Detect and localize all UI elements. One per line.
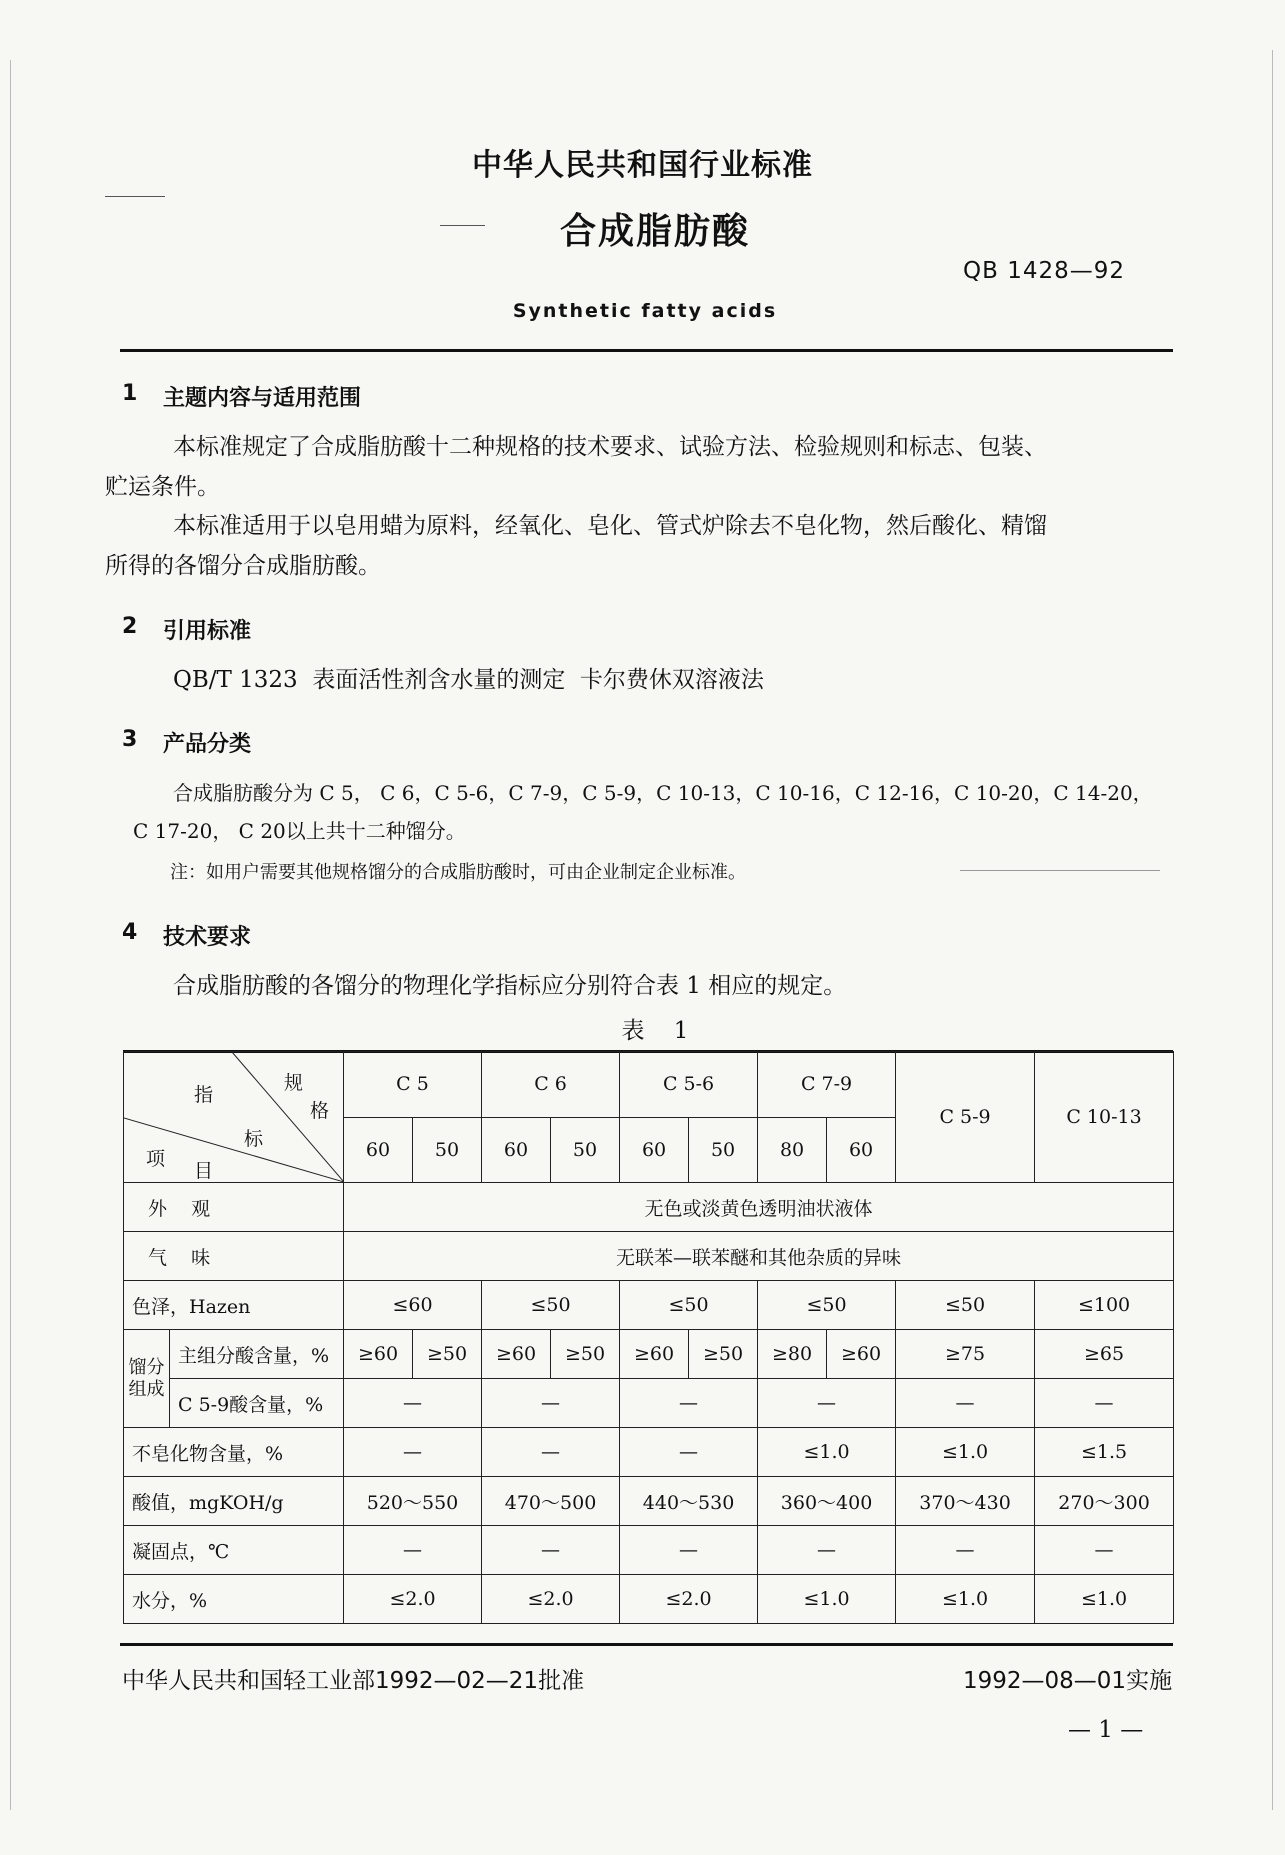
- cell: ≥80: [758, 1330, 827, 1379]
- row-color: [124, 1281, 1174, 1330]
- referenced-standard: QB/T 1323 表面活性剂含水量的测定 卡尔费休双溶液法: [173, 667, 764, 693]
- section-1-para-1-line-2: 贮运条件。: [105, 474, 220, 500]
- scan-edge: [10, 60, 11, 1810]
- section-4-heading: 技术要求: [163, 925, 252, 950]
- section-3-heading: 产品分类: [163, 732, 252, 757]
- row-main-acid: [124, 1330, 1174, 1379]
- row-odor: [124, 1232, 1174, 1281]
- section-3-number: 3: [122, 727, 138, 752]
- cell: ≥60: [344, 1330, 413, 1379]
- sub-col: 80: [758, 1117, 827, 1183]
- fraction-group-label: 馏分组成: [124, 1330, 170, 1428]
- cell: —: [344, 1428, 482, 1477]
- cell: ≥50: [413, 1330, 482, 1379]
- row-water: [124, 1575, 1174, 1624]
- cell: ≤2.0: [344, 1575, 482, 1624]
- cell: 440～530: [620, 1477, 758, 1526]
- cell: —: [758, 1526, 896, 1575]
- cell: —: [1035, 1379, 1174, 1428]
- col-group-c5: C 5: [344, 1052, 482, 1118]
- section-1-para-2-line-1: 本标准适用于以皂用蜡为原料，经氧化、皂化、管式炉除去不皂化物，然后酸化、精馏: [173, 513, 1047, 539]
- sub-col: 50: [413, 1117, 482, 1183]
- effective-date: 1992—08—01实施: [963, 1668, 1173, 1694]
- cell: ≥50: [551, 1330, 620, 1379]
- cell: —: [1035, 1526, 1174, 1575]
- cell: ≤50: [482, 1281, 620, 1330]
- cell: ≤1.0: [896, 1575, 1035, 1624]
- cell: ≤2.0: [620, 1575, 758, 1624]
- english-title: Synthetic fatty acids: [512, 300, 778, 322]
- cell: ≤100: [1035, 1281, 1174, 1330]
- cell: —: [620, 1379, 758, 1428]
- section-1-para-2-line-2: 所得的各馏分合成脂肪酸。: [105, 553, 381, 579]
- cell: 360～400: [758, 1477, 896, 1526]
- cell: ≥75: [896, 1330, 1035, 1379]
- row-appearance: [124, 1183, 1174, 1232]
- row-label: 酸值，mgKOH/g: [124, 1477, 344, 1526]
- cell: ≥65: [1035, 1330, 1174, 1379]
- cell: ≤60: [344, 1281, 482, 1330]
- org-title: 中华人民共和国行业标准: [472, 148, 813, 183]
- cell: —: [482, 1428, 620, 1477]
- scan-mark: [960, 870, 1160, 871]
- row-label: 不皂化物含量，%: [124, 1428, 344, 1477]
- section-2-number: 2: [122, 614, 138, 639]
- cell: ≤1.0: [1035, 1575, 1174, 1624]
- row-c59-acid: [124, 1379, 1174, 1428]
- scan-mark: [105, 196, 165, 197]
- col-group-c10-13: C 10-13: [1035, 1052, 1174, 1183]
- section-1-number: 1: [122, 381, 138, 406]
- row-solidification-point: [124, 1526, 1174, 1575]
- row-label: C 5-9酸含量，%: [170, 1379, 344, 1428]
- sub-col: 60: [344, 1117, 413, 1183]
- doc-title: 合成脂肪酸: [559, 211, 750, 252]
- sub-col: 60: [482, 1117, 551, 1183]
- cell: ≥60: [827, 1330, 896, 1379]
- col-group-c7-9: C 7-9: [758, 1052, 896, 1118]
- cell: —: [620, 1526, 758, 1575]
- row-value: 无联苯—联苯醚和其他杂质的异味: [344, 1232, 1174, 1281]
- cell: ≤1.0: [758, 1575, 896, 1624]
- row-acid-value: [124, 1477, 1174, 1526]
- cell: ≤1.0: [896, 1428, 1035, 1477]
- corner-ge: 格: [310, 1100, 330, 1122]
- approval-note: 中华人民共和国轻工业部1992—02—21批准: [122, 1668, 585, 1694]
- row-unsaponifiable: [124, 1428, 1174, 1477]
- cell: ≥50: [689, 1330, 758, 1379]
- col-group-c5-9: C 5-9: [896, 1052, 1035, 1183]
- section-4-number: 4: [122, 920, 138, 945]
- table-caption: 表 1: [621, 1018, 689, 1044]
- cell: ≤50: [620, 1281, 758, 1330]
- section-1-para-1-line-1: 本标准规定了合成脂肪酸十二种规格的技术要求、试验方法、检验规则和标志、包装、: [173, 434, 1047, 460]
- corner-gui: 规: [284, 1072, 304, 1094]
- footer-rule: [120, 1643, 1173, 1646]
- corner-mu: 目: [194, 1160, 214, 1182]
- col-group-c5-6: C 5-6: [620, 1052, 758, 1118]
- row-label: 主组分酸含量，%: [170, 1330, 344, 1379]
- section-2-heading: 引用标准: [163, 619, 252, 644]
- cell: —: [344, 1379, 482, 1428]
- standard-number: QB 1428—92: [963, 258, 1125, 284]
- sub-col: 60: [620, 1117, 689, 1183]
- cell: ≤2.0: [482, 1575, 620, 1624]
- cell: ≤50: [896, 1281, 1035, 1330]
- row-label: 色泽，Hazen: [124, 1281, 344, 1330]
- sub-col: 60: [827, 1117, 896, 1183]
- spec-table: [123, 1051, 1174, 1624]
- row-label: 水分，%: [124, 1575, 344, 1624]
- section-3-para-line-1: 合成脂肪酸分为 C 5， C 6，C 5-6，C 7-9，C 5-9，C 10-13，C 10-16，C 12-16，C 10-20，C 14-20，: [173, 781, 1153, 805]
- cell: 470～500: [482, 1477, 620, 1526]
- cell: —: [896, 1526, 1035, 1575]
- cell: —: [482, 1526, 620, 1575]
- row-value: 无色或淡黄色透明油状液体: [344, 1183, 1174, 1232]
- cell: —: [758, 1379, 896, 1428]
- cell: 520～550: [344, 1477, 482, 1526]
- corner-cell: [124, 1052, 344, 1183]
- section-3-note: 注：如用户需要其他规格馏分的合成脂肪酸时，可由企业制定企业标准。: [170, 862, 746, 883]
- corner-biao: 标: [244, 1128, 264, 1150]
- section-3-para-line-2: C 17-20， C 20以上共十二种馏分。: [133, 819, 466, 843]
- row-label: 气 味: [124, 1232, 344, 1281]
- col-group-c6: C 6: [482, 1052, 620, 1118]
- cell: ≤1.5: [1035, 1428, 1174, 1477]
- section-4-intro: 合成脂肪酸的各馏分的物理化学指标应分别符合表 1 相应的规定。: [173, 973, 847, 999]
- header-rule: [120, 349, 1173, 352]
- table-header-row-1: [124, 1052, 1174, 1118]
- cell: —: [620, 1428, 758, 1477]
- cell: ≥60: [620, 1330, 689, 1379]
- cell: —: [482, 1379, 620, 1428]
- row-label: 凝固点，℃: [124, 1526, 344, 1575]
- cell: 370～430: [896, 1477, 1035, 1526]
- row-label: 外 观: [124, 1183, 344, 1232]
- cell: 270～300: [1035, 1477, 1174, 1526]
- cell: ≤1.0: [758, 1428, 896, 1477]
- sub-col: 50: [551, 1117, 620, 1183]
- corner-zhi: 指: [194, 1084, 214, 1106]
- cell: —: [344, 1526, 482, 1575]
- sub-col: 50: [689, 1117, 758, 1183]
- corner-xiang: 项: [146, 1148, 166, 1170]
- cell: ≥60: [482, 1330, 551, 1379]
- section-1-heading: 主题内容与适用范围: [163, 386, 362, 411]
- cell: ≤50: [758, 1281, 896, 1330]
- cell: —: [896, 1379, 1035, 1428]
- page-number: — 1 —: [1068, 1717, 1144, 1743]
